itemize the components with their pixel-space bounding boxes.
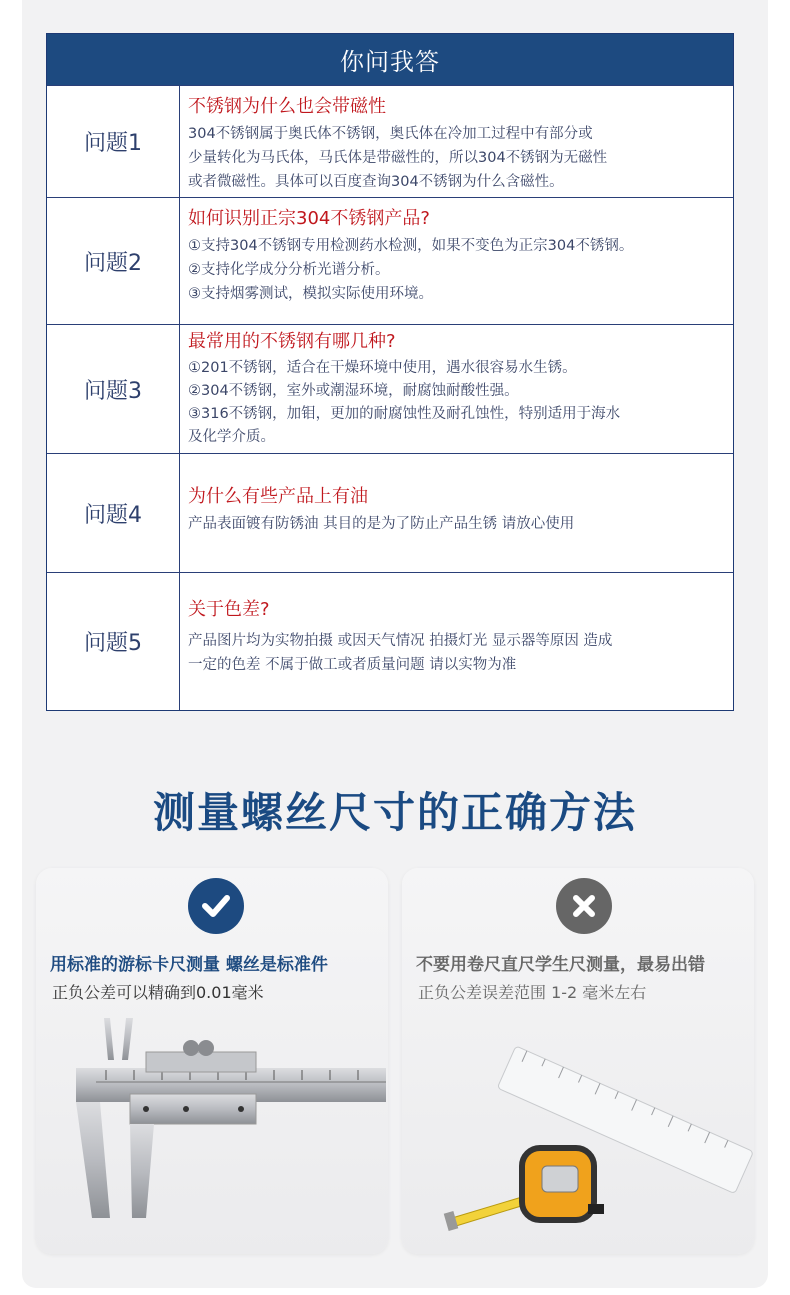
question-title: 如何识别正宗304不锈钢产品? (188, 208, 430, 229)
question-title: 关于色差? (188, 599, 270, 620)
answer-line: ②304不锈钢，室外或潮湿环境，耐腐蚀耐酸性强。 (188, 383, 519, 399)
wrong-headline: 不要用卷尺直尺学生尺测量，最易出错 (416, 955, 705, 975)
faq-row (47, 453, 733, 572)
answer-line: ③支持烟雾测试，模拟实际使用环境。 (188, 286, 433, 302)
answer-cell (180, 454, 733, 572)
answer-text (188, 629, 727, 677)
check-icon (188, 878, 244, 934)
answer-text (188, 357, 727, 449)
answer-text (188, 122, 727, 194)
correct-method-card (36, 868, 388, 1254)
answer-line: 或者微磁性。具体可以百度查询304不锈钢为什么含磁性。 (188, 174, 564, 190)
vernier-caliper-illustration (36, 1008, 388, 1248)
answer-line: ①201不锈钢，适合在干燥环境中使用，遇水很容易水生锈。 (188, 360, 577, 376)
answer-line: 一定的色差 不属于做工或者质量问题 请以实物为准 (188, 657, 517, 673)
answer-cell (180, 86, 733, 197)
answer-text (188, 234, 727, 306)
cross-icon (556, 878, 612, 934)
question-number: 问题4 (47, 454, 180, 572)
answer-line: ③316不锈钢，加钼，更加的耐腐蚀性及耐孔蚀性，特别适用于海水 (188, 406, 621, 422)
answer-line: ①支持304不锈钢专用检测药水检测，如果不变色为正宗304不锈钢。 (188, 238, 634, 254)
answer-line: 产品表面镀有防锈油 其目的是为了防止产品生锈 请放心使用 (188, 516, 575, 532)
question-number: 问题3 (47, 325, 180, 453)
answer-line: 304不锈钢属于奥氏体不锈钢，奥氏体在冷加工过程中有部分或 (188, 126, 593, 142)
faq-table (46, 33, 734, 711)
faq-row (47, 85, 733, 197)
wrong-method-card (402, 868, 754, 1254)
question-title: 最常用的不锈钢有哪几种? (188, 331, 396, 352)
faq-row (47, 572, 733, 710)
answer-line: 及化学介质。 (188, 429, 275, 445)
answer-line: ②支持化学成分分析光谱分析。 (188, 262, 390, 278)
answer-cell (180, 325, 733, 453)
question-number: 问题1 (47, 86, 180, 197)
answer-text (188, 512, 727, 536)
section-title: 测量螺丝尺寸的正确方法 (152, 788, 637, 837)
question-title: 不锈钢为什么也会带磁性 (188, 96, 386, 117)
faq-row (47, 197, 733, 324)
answer-cell (180, 198, 733, 324)
question-title: 为什么有些产品上有油 (188, 486, 368, 507)
answer-line: 产品图片均为实物拍摄 或因天气情况 拍摄灯光 显示器等原因 造成 (188, 633, 613, 649)
tape-measure-ruler-illustration (402, 1008, 754, 1248)
question-number: 问题2 (47, 198, 180, 324)
correct-subtext: 正负公差可以精确到0.01毫米 (52, 983, 264, 1002)
wrong-subtext: 正负公差误差范围 1-2 毫米左右 (418, 983, 647, 1002)
question-number: 问题5 (47, 573, 180, 710)
answer-line: 少量转化为马氏体，马氏体是带磁性的，所以304不锈钢为无磁性 (188, 150, 608, 166)
correct-headline: 用标准的游标卡尺测量 螺丝是标准件 (50, 955, 328, 975)
faq-header: 你问我答 (47, 34, 733, 85)
faq-row (47, 324, 733, 453)
answer-cell (180, 573, 733, 710)
